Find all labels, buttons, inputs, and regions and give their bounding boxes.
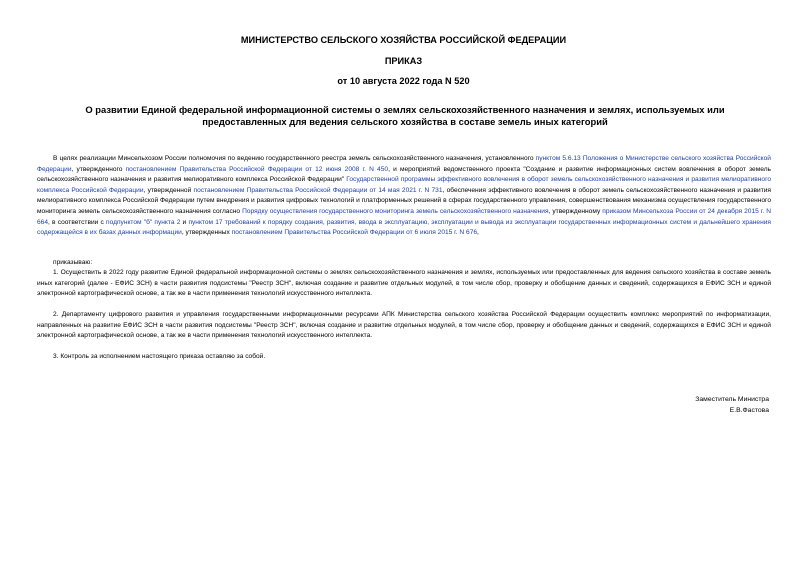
preamble-text-3: , и мероприятий ведомственного проекта "Создание и развитие информационных систем вовлечения в оборот земель сельскохозяйственного назначения и развития мелиоративного комплекса Российской Федерации" xyxy=(37,165,771,184)
signatory-name: Е.В.Фастова xyxy=(729,406,769,414)
link-resolution-450[interactable]: постановлением Правительства Российской Федерации от 12 июня 2008 г. N 450 xyxy=(125,165,389,173)
link-state-program[interactable]: Государственной программы эффективного вовлечения в оборот земель сельскохозяйственного назначения и развития мелиоративного комплекса Российской Федерации xyxy=(37,176,772,194)
preamble-text-5: , обеспечения эффективного вовлечения в оборот земель сельскохозяйственного назначения и развития мелиоративного комплекса Российской Федерации путем внедрения и развития цифровых технологий и платформенных решений в сферах государственного управления, совершенствования механизма осуществления государственного мониторинга земель сельскохозяйственного назначения согласно xyxy=(37,186,771,215)
signatory-position: Заместитель Министра xyxy=(695,396,769,403)
ministry-name: МИНИСТЕРСТВО СЕЛЬСКОГО ХОЗЯЙСТВА РОССИЙСКОЙ ФЕДЕРАЦИИ xyxy=(240,35,567,45)
preamble-text-9: , утвержденных xyxy=(181,229,232,237)
preamble-text-6: , утвержденному xyxy=(548,207,603,215)
order-word: приказываю: xyxy=(53,259,93,266)
link-monitoring-procedure[interactable]: Порядку осуществления государственного мониторинга земель сельскохозяйственного назначения xyxy=(242,207,549,215)
link-point-17-requirements[interactable]: пунктом 17 требований к порядку создания, развития, ввода в эксплуатацию, эксплуатации и вывода из эксплуатации государственных информационных систем и дальнейшего хранения содержащейся в их базах данных информации xyxy=(37,218,771,237)
link-subpoint-b[interactable]: подпунктом "б" пункта 2 xyxy=(106,218,181,226)
link-resolution-676[interactable]: постановлением Правительства Российской Федерации от 6 июля 2015 г. N 676 xyxy=(231,229,478,237)
order-item-3: 3. Контроль за исполнением настоящего приказа оставляю за собой. xyxy=(53,353,266,360)
order-title: О развитии Единой федеральной информационной системы о землях сельскохозяйственного назначения и землях, используемых или предоставленных для ведения сельского хозяйства в составе земель иных категорий xyxy=(85,104,725,127)
preamble-text-2: , утвержденного xyxy=(71,165,126,173)
link-resolution-731[interactable]: постановлением Правительства Российской Федерации от 14 мая 2021 г. N 731 xyxy=(193,186,443,194)
preamble-text-1: В целях реализации Минсельхозом России полномочия по ведению государственного реестра земель сельскохозяйственного назначения, установленного xyxy=(53,155,536,162)
document-type: ПРИКАЗ xyxy=(384,56,423,66)
order-item-2: 2. Департаменту цифрового развития и управления государственными информационными ресурсами АПК Министерства сельского хозяйства Российской Федерации осуществить комплекс мероприятий по информатизации, направленных на развитие ЕФИС ЗСН в части развития подсистемы "Реестр ЗСН", включая создание и развитие отдельных модулей, в том числе сбор, проверку и обобщение данных и сведений, содержащихся в ЕФИС ЗСН и единой электронной картографической основе, а так же в части применения технологий искусственного интеллекта. xyxy=(37,311,771,340)
preamble-paragraph xyxy=(37,154,771,239)
preamble-text-8: и xyxy=(180,218,189,226)
preamble-text-10: , xyxy=(477,229,479,237)
link-regulation-point[interactable]: пунктом 5.6.13 Положения о Министерстве сельского хозяйства Российской Федерации xyxy=(37,155,771,173)
signature-block xyxy=(695,395,769,416)
link-order-664[interactable]: приказом Минсельхоза России от 24 декабря 2015 г. N 664 xyxy=(37,207,771,226)
preamble-text-4: , утвержденной xyxy=(143,186,194,194)
preamble-text-7: , в соответствии с xyxy=(48,218,107,226)
order-item-1: 1. Осуществить в 2022 году развитие Единой федеральной информационной системы о землях сельскохозяйственного назначения и землях, используемых или предоставленных для ведения сельского хозяйства в составе земель иных категорий (далее - ЕФИС ЗСН) в части развития подсистемы "Реестр ЗСН", включая создание и развитие отдельных модулей, в том числе сбор, проверку и обобщение данных и сведений, содержащихся в ЕФИС ЗСН и единой электронной картографической основе, а так же в части применения технологий искусственного интеллекта. xyxy=(37,269,771,298)
order-date-number: от 10 августа 2022 года N 520 xyxy=(337,76,470,86)
